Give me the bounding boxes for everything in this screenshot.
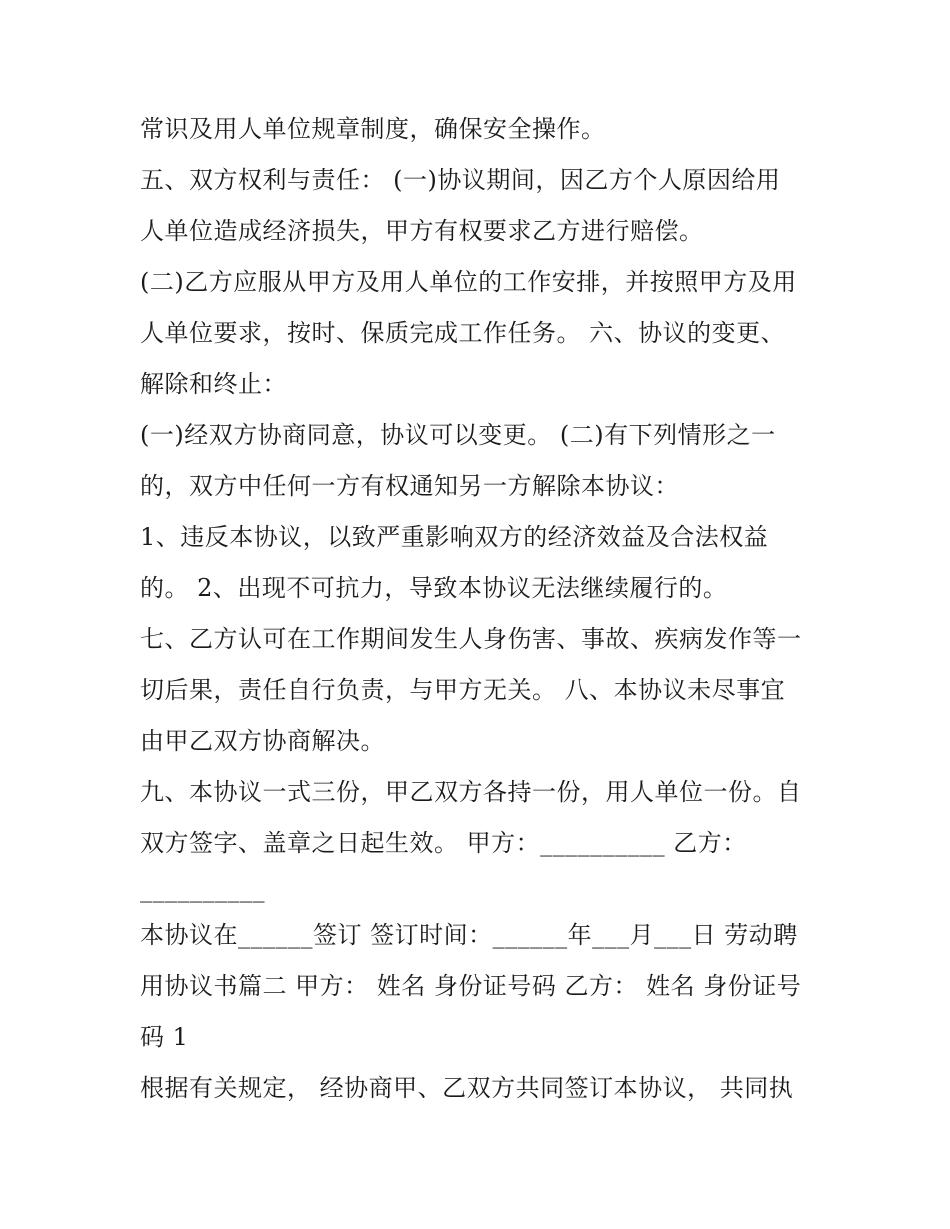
text-line-2: 五、双方权利与责任： (一)协议期间，因乙方个人原因给用 [140, 166, 781, 194]
text-line-10: 的。 2、出现不可抗力，导致本协议无法继续履行的。 [140, 574, 728, 602]
text-line-16: __________ [140, 875, 265, 903]
text-line-19: 码 1 [140, 1023, 189, 1051]
text-line-13: 由甲乙双方协商解决。 [140, 727, 385, 755]
text-line-18: 用协议书篇二 甲方： 姓名 身份证号码 乙方： 姓名 身份证号 [140, 972, 802, 1000]
text-line-17: 本协议在______签订 签订时间：______年___月___日 劳动聘 [140, 921, 798, 949]
text-line-9: 1、违反本协议，以致严重影响双方的经济效益及合法权益 [140, 523, 769, 551]
text-line-4: (二)乙方应服从甲方及用人单位的工作安排，并按照甲方及用 [140, 268, 797, 296]
text-line-6: 解除和终止： [140, 370, 287, 398]
text-line-1: 常识及用人单位规章制度，确保安全操作。 [140, 115, 606, 143]
text-line-11: 七、乙方认可在工作期间发生人身伤害、事故、疾病发作等一 [140, 625, 802, 653]
text-line-5: 人单位要求，按时、保质完成工作任务。 六、协议的变更、 [140, 319, 786, 347]
text-line-12: 切后果，责任自行负责，与甲方无关。 八、本协议未尽事宜 [140, 676, 786, 704]
text-line-8: 的，双方中任何一方有权通知另一方解除本协议： [140, 472, 679, 500]
text-line-14: 九、本协议一式三份，甲乙双方各持一份，用人单位一份。自 [140, 778, 802, 806]
text-line-20: 根据有关规定， 经协商甲、乙双方共同签订本协议， 共同执 [140, 1074, 794, 1102]
text-line-15: 双方签字、盖章之日起生效。 甲方：__________ 乙方： [140, 829, 747, 857]
text-line-7: (一)经双方协商同意，协议可以变更。 (二)有下列情形之一 [140, 421, 776, 449]
text-line-3: 人单位造成经济损失，甲方有权要求乙方进行赔偿。 [140, 217, 704, 245]
